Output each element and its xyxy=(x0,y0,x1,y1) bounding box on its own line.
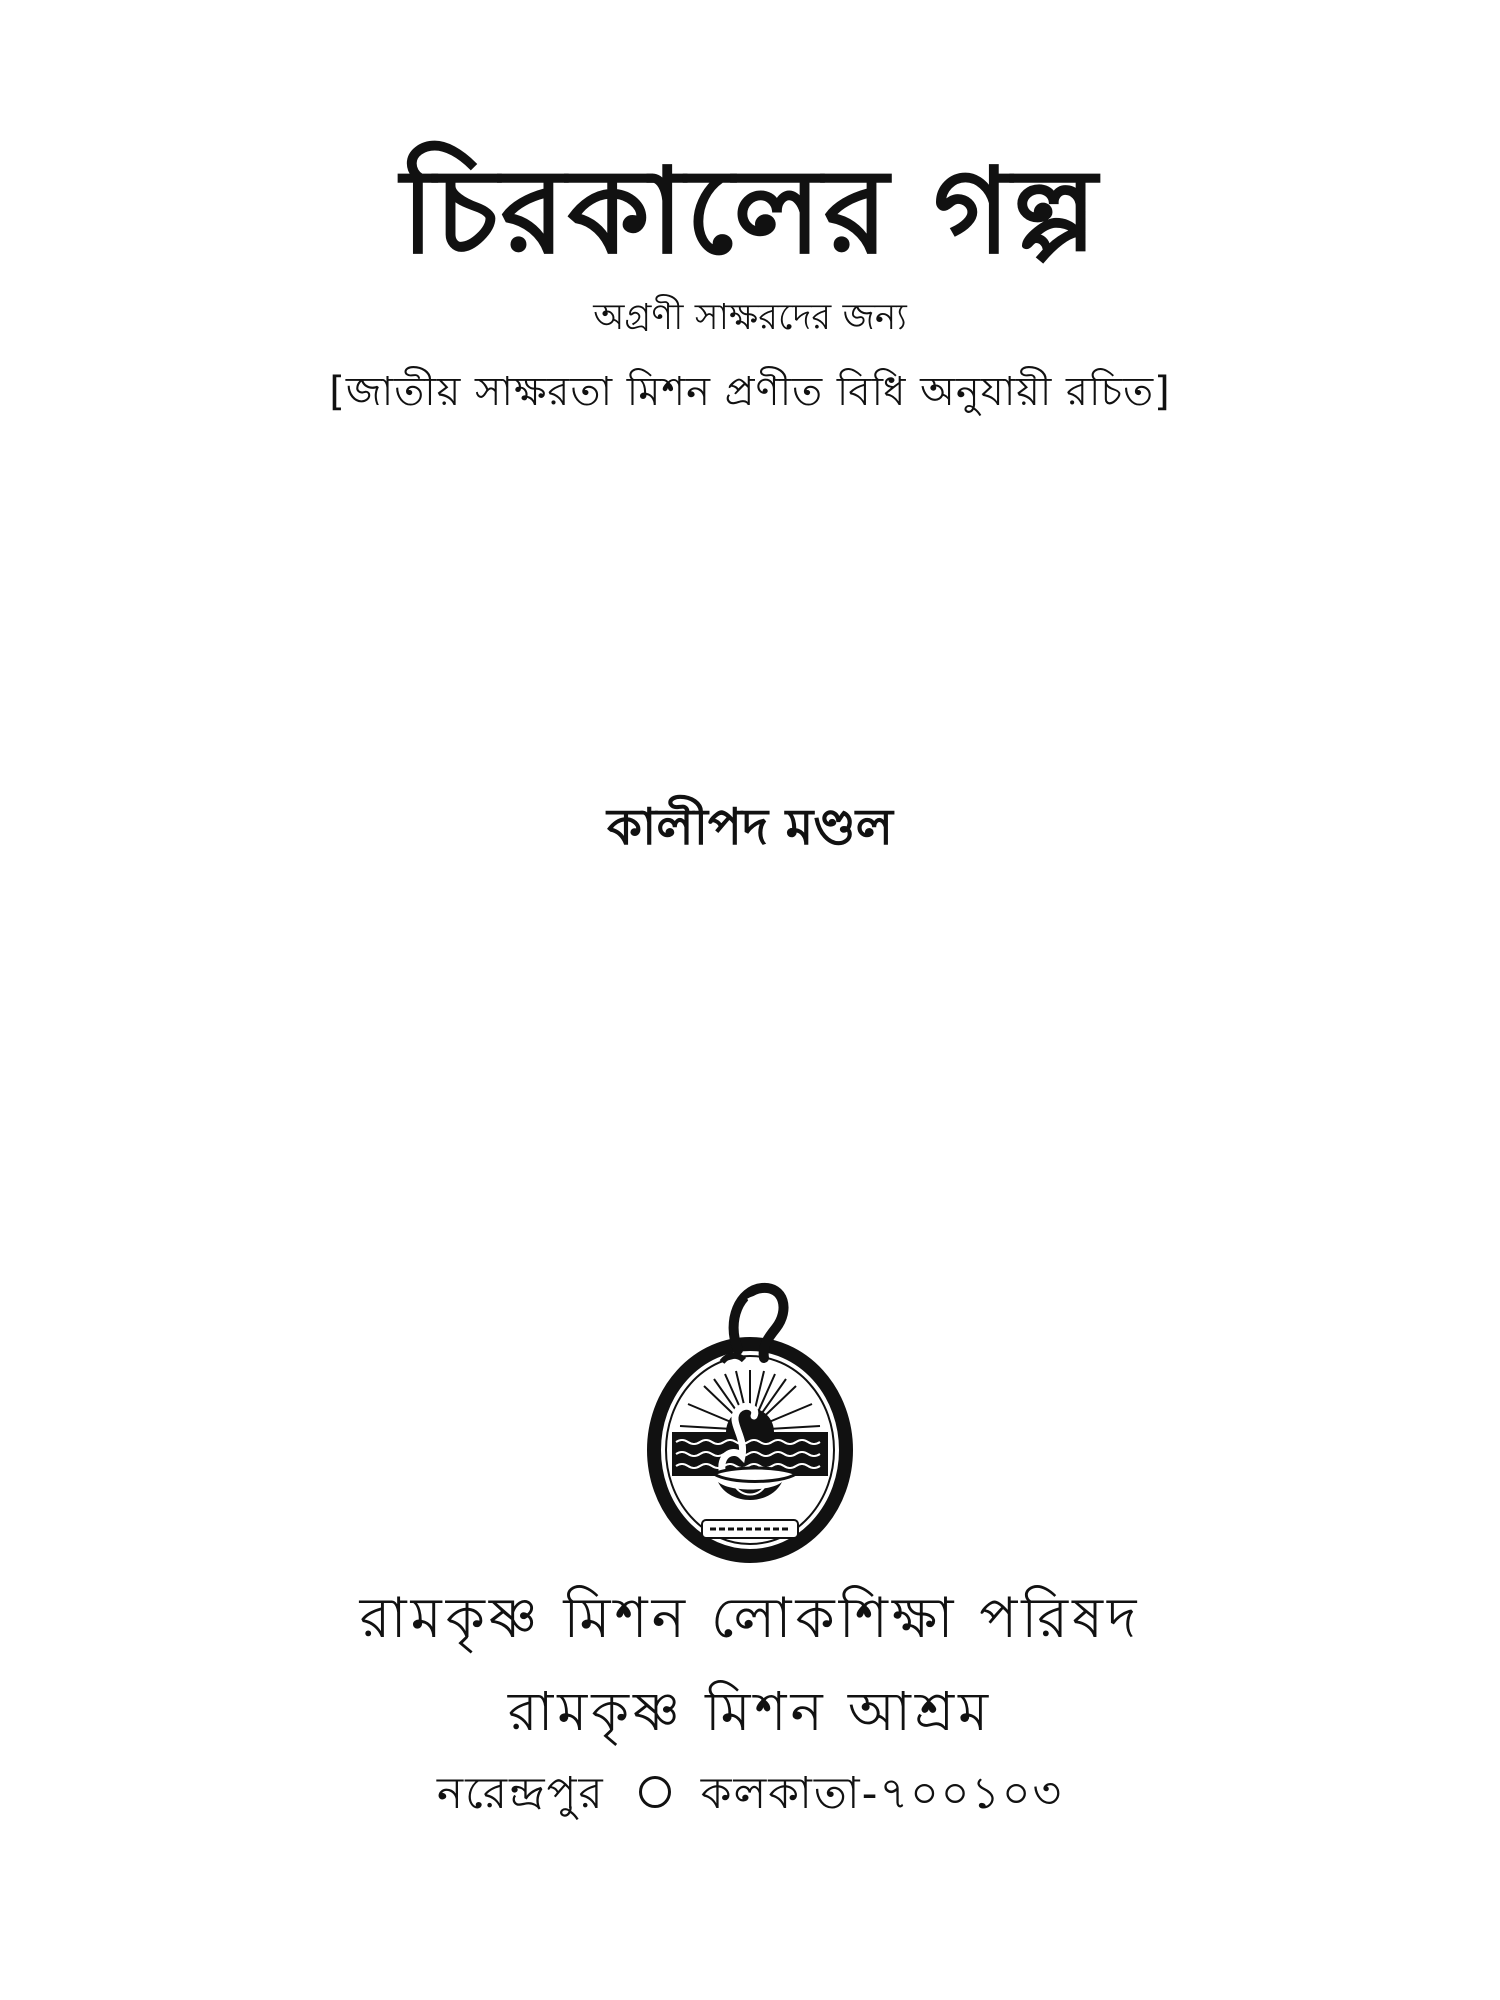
circle-separator-icon xyxy=(639,1776,671,1808)
ashram-name: রামকৃষ্ণ মিশন আশ্রম xyxy=(507,1680,993,1743)
book-subtitle: অগ্রণী সাক্ষরদের জন্য xyxy=(593,297,907,338)
address-place: নরেন্দ্রপুর xyxy=(436,1768,605,1819)
book-subtitle-note: [জাতীয় সাক্ষরতা মিশন প্রণীত বিধি অনুযায়ী রচিত] xyxy=(329,369,1171,415)
author-name: কালীপদ মণ্ডল xyxy=(606,798,894,856)
book-title: চিরকালের গল্প xyxy=(400,142,1100,280)
ramakrishna-mission-emblem-icon xyxy=(630,1270,870,1570)
publisher-name: রামকৃষ্ণ মিশন লোকশিক্ষা পরিষদ xyxy=(359,1586,1141,1651)
publisher-address xyxy=(0,1760,1500,1833)
address-city-pin: কলকাতা-৭০০১০৩ xyxy=(700,1768,1064,1819)
